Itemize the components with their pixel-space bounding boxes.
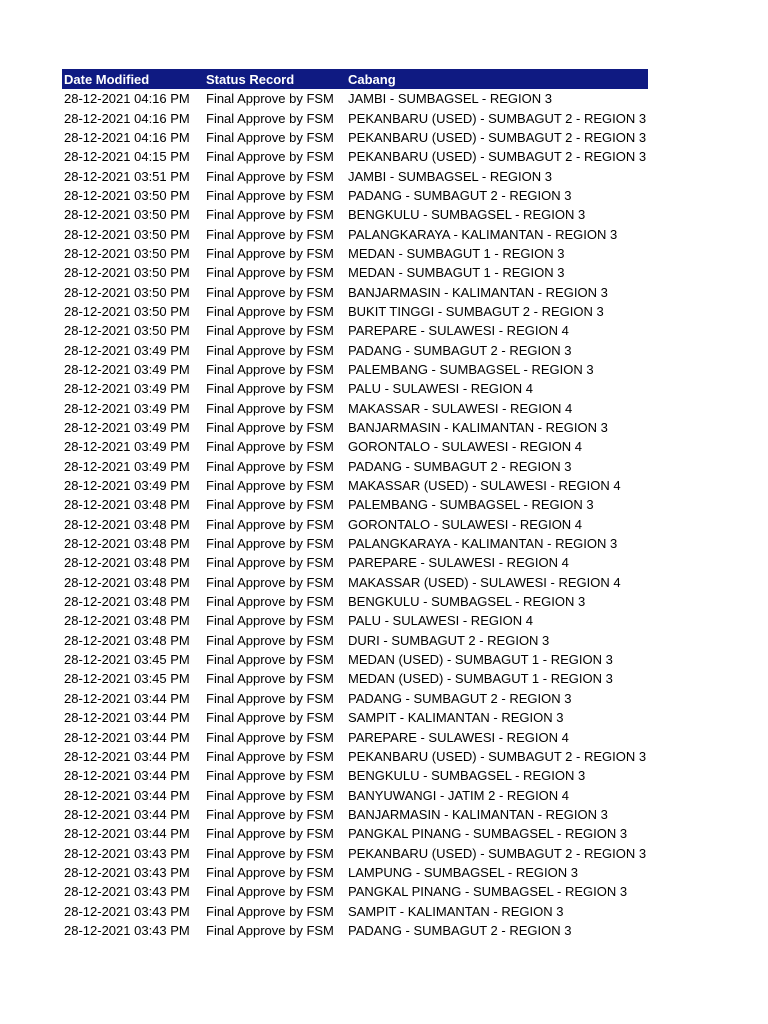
table-row[interactable] [62, 224, 648, 243]
cell-status-record[interactable]: Final Approve by FSM [206, 690, 334, 706]
cell-date-modified[interactable]: 28-12-2021 03:48 PM [64, 497, 190, 513]
cell-cabang[interactable]: MEDAN (USED) - SUMBAGUT 1 - REGION 3 [348, 671, 613, 687]
header-status-record[interactable]: Status Record [206, 71, 295, 87]
cell-date-modified[interactable]: 28-12-2021 03:49 PM [64, 361, 190, 377]
cell-date-modified[interactable]: 28-12-2021 03:44 PM [64, 768, 190, 784]
cell-date-modified[interactable]: 28-12-2021 04:16 PM [64, 110, 190, 126]
table-row[interactable] [62, 921, 648, 940]
table-row[interactable] [62, 379, 648, 398]
cell-cabang[interactable]: PEKANBARU (USED) - SUMBAGUT 2 - REGION 3 [348, 845, 647, 861]
table-row[interactable] [62, 592, 648, 611]
table-row[interactable] [62, 766, 648, 785]
cell-status-record[interactable]: Final Approve by FSM [206, 400, 334, 416]
table-header-row [62, 69, 648, 89]
table-row[interactable] [62, 321, 648, 340]
cell-status-record[interactable]: Final Approve by FSM [206, 265, 334, 281]
cell-date-modified[interactable]: 28-12-2021 03:43 PM [64, 884, 190, 900]
table-row[interactable] [62, 573, 648, 592]
cell-date-modified[interactable]: 28-12-2021 03:50 PM [64, 323, 190, 339]
table-row[interactable] [62, 553, 648, 572]
table-row[interactable] [62, 302, 648, 321]
table-row[interactable] [62, 108, 648, 127]
table-row[interactable] [62, 708, 648, 727]
cell-cabang[interactable]: DURI - SUMBAGUT 2 - REGION 3 [348, 632, 550, 648]
cell-cabang[interactable]: MEDAN - SUMBAGUT 1 - REGION 3 [348, 265, 565, 281]
cell-status-record[interactable]: Final Approve by FSM [206, 613, 334, 629]
cell-cabang[interactable]: GORONTALO - SULAWESI - REGION 4 [348, 516, 583, 532]
header-cabang[interactable]: Cabang [348, 71, 396, 87]
cell-date-modified[interactable]: 28-12-2021 03:44 PM [64, 729, 190, 745]
cell-cabang[interactable]: PANGKAL PINANG - SUMBAGSEL - REGION 3 [348, 884, 628, 900]
cell-date-modified[interactable]: 28-12-2021 03:43 PM [64, 922, 190, 938]
cell-cabang[interactable]: PEKANBARU (USED) - SUMBAGUT 2 - REGION 3 [348, 129, 647, 145]
cell-cabang[interactable]: BANJARMASIN - KALIMANTAN - REGION 3 [348, 806, 608, 822]
cell-status-record[interactable]: Final Approve by FSM [206, 497, 334, 513]
cell-date-modified[interactable]: 28-12-2021 04:16 PM [64, 129, 190, 145]
cell-date-modified[interactable]: 28-12-2021 03:48 PM [64, 632, 190, 648]
cell-cabang[interactable]: PEKANBARU (USED) - SUMBAGUT 2 - REGION 3 [348, 149, 647, 165]
cell-cabang[interactable]: JAMBI - SUMBAGSEL - REGION 3 [348, 91, 552, 107]
cell-cabang[interactable]: BENGKULU - SUMBAGSEL - REGION 3 [348, 768, 586, 784]
table-row[interactable] [62, 611, 648, 630]
cell-status-record[interactable]: Final Approve by FSM [206, 729, 334, 745]
cell-cabang[interactable]: PADANG - SUMBAGUT 2 - REGION 3 [348, 187, 572, 203]
cell-cabang[interactable]: PALANGKARAYA - KALIMANTAN - REGION 3 [348, 536, 618, 552]
table-row[interactable] [62, 882, 648, 901]
cell-cabang[interactable]: BUKIT TINGGI - SUMBAGUT 2 - REGION 3 [348, 303, 604, 319]
cell-status-record[interactable]: Final Approve by FSM [206, 458, 334, 474]
table-row[interactable] [62, 244, 648, 263]
cell-cabang[interactable]: MEDAN (USED) - SUMBAGUT 1 - REGION 3 [348, 652, 613, 668]
cell-date-modified[interactable]: 28-12-2021 03:45 PM [64, 652, 190, 668]
table-row[interactable] [62, 147, 648, 166]
table-row[interactable] [62, 495, 648, 514]
cell-cabang[interactable]: BENGKULU - SUMBAGSEL - REGION 3 [348, 594, 586, 610]
cell-date-modified[interactable]: 28-12-2021 04:16 PM [64, 91, 190, 107]
cell-date-modified[interactable]: 28-12-2021 04:15 PM [64, 149, 190, 165]
cell-date-modified[interactable]: 28-12-2021 03:44 PM [64, 690, 190, 706]
header-date-modified[interactable]: Date Modified [64, 71, 150, 87]
cell-date-modified[interactable]: 28-12-2021 03:48 PM [64, 516, 190, 532]
cell-status-record[interactable]: Final Approve by FSM [206, 420, 334, 436]
spreadsheet-table [62, 69, 648, 940]
cell-status-record[interactable]: Final Approve by FSM [206, 361, 334, 377]
cell-date-modified[interactable]: 28-12-2021 03:44 PM [64, 806, 190, 822]
cell-status-record[interactable]: Final Approve by FSM [206, 922, 334, 938]
table-row[interactable] [62, 186, 648, 205]
cell-date-modified[interactable]: 28-12-2021 03:48 PM [64, 574, 190, 590]
cell-status-record[interactable]: Final Approve by FSM [206, 884, 334, 900]
cell-date-modified[interactable]: 28-12-2021 03:43 PM [64, 845, 190, 861]
cell-cabang[interactable]: PADANG - SUMBAGUT 2 - REGION 3 [348, 690, 572, 706]
table-row[interactable] [62, 457, 648, 476]
cell-cabang[interactable]: PADANG - SUMBAGUT 2 - REGION 3 [348, 342, 572, 358]
cell-status-record[interactable]: Final Approve by FSM [206, 748, 334, 764]
table-row[interactable] [62, 631, 648, 650]
table-row[interactable] [62, 689, 648, 708]
cell-status-record[interactable]: Final Approve by FSM [206, 439, 334, 455]
cell-status-record[interactable]: Final Approve by FSM [206, 768, 334, 784]
table-body [62, 89, 648, 940]
cell-status-record[interactable]: Final Approve by FSM [206, 806, 334, 822]
cell-date-modified[interactable]: 28-12-2021 03:44 PM [64, 710, 190, 726]
cell-date-modified[interactable]: 28-12-2021 03:49 PM [64, 400, 190, 416]
cell-status-record[interactable]: Final Approve by FSM [206, 323, 334, 339]
cell-date-modified[interactable]: 28-12-2021 03:49 PM [64, 478, 190, 494]
cell-cabang[interactable]: PAREPARE - SULAWESI - REGION 4 [348, 323, 569, 339]
table-row[interactable] [62, 669, 648, 688]
table-row[interactable] [62, 863, 648, 882]
table-row[interactable] [62, 805, 648, 824]
cell-cabang[interactable]: JAMBI - SUMBAGSEL - REGION 3 [348, 168, 552, 184]
cell-date-modified[interactable]: 28-12-2021 03:49 PM [64, 458, 190, 474]
cell-date-modified[interactable]: 28-12-2021 03:49 PM [64, 342, 190, 358]
cell-cabang[interactable]: MAKASSAR (USED) - SULAWESI - REGION 4 [348, 478, 621, 494]
cell-cabang[interactable]: SAMPIT - KALIMANTAN - REGION 3 [348, 710, 564, 726]
table-row[interactable] [62, 437, 648, 456]
cell-status-record[interactable]: Final Approve by FSM [206, 555, 334, 571]
cell-status-record[interactable]: Final Approve by FSM [206, 226, 334, 242]
cell-cabang[interactable]: PALU - SULAWESI - REGION 4 [348, 381, 533, 397]
cell-date-modified[interactable]: 28-12-2021 03:44 PM [64, 787, 190, 803]
cell-status-record[interactable]: Final Approve by FSM [206, 207, 334, 223]
cell-date-modified[interactable]: 28-12-2021 03:45 PM [64, 671, 190, 687]
cell-status-record[interactable]: Final Approve by FSM [206, 903, 334, 919]
cell-status-record[interactable]: Final Approve by FSM [206, 574, 334, 590]
cell-status-record[interactable]: Final Approve by FSM [206, 284, 334, 300]
table-row[interactable] [62, 824, 648, 843]
cell-date-modified[interactable]: 28-12-2021 03:48 PM [64, 536, 190, 552]
cell-status-record[interactable]: Final Approve by FSM [206, 652, 334, 668]
cell-status-record[interactable]: Final Approve by FSM [206, 187, 334, 203]
cell-cabang[interactable]: BENGKULU - SUMBAGSEL - REGION 3 [348, 207, 586, 223]
cell-status-record[interactable]: Final Approve by FSM [206, 91, 334, 107]
cell-status-record[interactable]: Final Approve by FSM [206, 381, 334, 397]
cell-status-record[interactable]: Final Approve by FSM [206, 478, 334, 494]
cell-status-record[interactable]: Final Approve by FSM [206, 536, 334, 552]
cell-status-record[interactable]: Final Approve by FSM [206, 632, 334, 648]
cell-cabang[interactable]: SAMPIT - KALIMANTAN - REGION 3 [348, 903, 564, 919]
table-row[interactable] [62, 534, 648, 553]
cell-cabang[interactable]: LAMPUNG - SUMBAGSEL - REGION 3 [348, 864, 578, 880]
cell-cabang[interactable]: PADANG - SUMBAGUT 2 - REGION 3 [348, 458, 572, 474]
cell-date-modified[interactable]: 28-12-2021 03:50 PM [64, 284, 190, 300]
cell-status-record[interactable]: Final Approve by FSM [206, 710, 334, 726]
cell-date-modified[interactable]: 28-12-2021 03:49 PM [64, 420, 190, 436]
cell-status-record[interactable]: Final Approve by FSM [206, 826, 334, 842]
cell-date-modified[interactable]: 28-12-2021 03:51 PM [64, 168, 190, 184]
cell-status-record[interactable]: Final Approve by FSM [206, 168, 334, 184]
table-row[interactable] [62, 166, 648, 185]
cell-date-modified[interactable]: 28-12-2021 03:43 PM [64, 903, 190, 919]
cell-cabang[interactable]: PALANGKARAYA - KALIMANTAN - REGION 3 [348, 226, 618, 242]
table-row[interactable] [62, 901, 648, 920]
cell-cabang[interactable]: MAKASSAR (USED) - SULAWESI - REGION 4 [348, 574, 621, 590]
cell-cabang[interactable]: PAREPARE - SULAWESI - REGION 4 [348, 555, 569, 571]
cell-date-modified[interactable]: 28-12-2021 03:50 PM [64, 265, 190, 281]
cell-status-record[interactable]: Final Approve by FSM [206, 110, 334, 126]
table-row[interactable] [62, 263, 648, 282]
cell-cabang[interactable]: PALU - SULAWESI - REGION 4 [348, 613, 533, 629]
table-row[interactable] [62, 515, 648, 534]
cell-cabang[interactable]: PANGKAL PINANG - SUMBAGSEL - REGION 3 [348, 826, 628, 842]
cell-status-record[interactable]: Final Approve by FSM [206, 303, 334, 319]
cell-date-modified[interactable]: 28-12-2021 03:43 PM [64, 864, 190, 880]
cell-cabang[interactable]: MAKASSAR - SULAWESI - REGION 4 [348, 400, 573, 416]
cell-status-record[interactable]: Final Approve by FSM [206, 149, 334, 165]
cell-status-record[interactable]: Final Approve by FSM [206, 342, 334, 358]
table-row[interactable] [62, 650, 648, 669]
cell-date-modified[interactable]: 28-12-2021 03:44 PM [64, 748, 190, 764]
table-row[interactable] [62, 89, 648, 108]
cell-date-modified[interactable]: 28-12-2021 03:48 PM [64, 594, 190, 610]
cell-cabang[interactable]: PALEMBANG - SUMBAGSEL - REGION 3 [348, 361, 594, 377]
cell-cabang[interactable]: BANJARMASIN - KALIMANTAN - REGION 3 [348, 284, 608, 300]
cell-date-modified[interactable]: 28-12-2021 03:50 PM [64, 187, 190, 203]
cell-cabang[interactable]: BANJARMASIN - KALIMANTAN - REGION 3 [348, 420, 608, 436]
table-row[interactable] [62, 205, 648, 224]
cell-date-modified[interactable]: 28-12-2021 03:50 PM [64, 226, 190, 242]
cell-cabang[interactable]: PEKANBARU (USED) - SUMBAGUT 2 - REGION 3 [348, 110, 647, 126]
table-row[interactable] [62, 843, 648, 862]
cell-cabang[interactable]: PEKANBARU (USED) - SUMBAGUT 2 - REGION 3 [348, 748, 647, 764]
cell-cabang[interactable]: GORONTALO - SULAWESI - REGION 4 [348, 439, 583, 455]
table-row[interactable] [62, 399, 648, 418]
cell-status-record[interactable]: Final Approve by FSM [206, 671, 334, 687]
table-row[interactable] [62, 747, 648, 766]
cell-status-record[interactable]: Final Approve by FSM [206, 864, 334, 880]
cell-date-modified[interactable]: 28-12-2021 03:49 PM [64, 439, 190, 455]
cell-status-record[interactable]: Final Approve by FSM [206, 594, 334, 610]
cell-date-modified[interactable]: 28-12-2021 03:44 PM [64, 826, 190, 842]
cell-date-modified[interactable]: 28-12-2021 03:50 PM [64, 303, 190, 319]
cell-date-modified[interactable]: 28-12-2021 03:48 PM [64, 555, 190, 571]
cell-status-record[interactable]: Final Approve by FSM [206, 787, 334, 803]
table-row[interactable] [62, 785, 648, 804]
cell-date-modified[interactable]: 28-12-2021 03:48 PM [64, 613, 190, 629]
cell-status-record[interactable]: Final Approve by FSM [206, 245, 334, 261]
cell-status-record[interactable]: Final Approve by FSM [206, 845, 334, 861]
cell-date-modified[interactable]: 28-12-2021 03:50 PM [64, 207, 190, 223]
cell-date-modified[interactable]: 28-12-2021 03:50 PM [64, 245, 190, 261]
cell-status-record[interactable]: Final Approve by FSM [206, 516, 334, 532]
table-row[interactable] [62, 360, 648, 379]
cell-cabang[interactable]: PALEMBANG - SUMBAGSEL - REGION 3 [348, 497, 594, 513]
cell-cabang[interactable]: PAREPARE - SULAWESI - REGION 4 [348, 729, 569, 745]
table-row[interactable] [62, 340, 648, 359]
table-row[interactable] [62, 128, 648, 147]
cell-cabang[interactable]: BANYUWANGI - JATIM 2 - REGION 4 [348, 787, 570, 803]
table-row[interactable] [62, 476, 648, 495]
cell-cabang[interactable]: PADANG - SUMBAGUT 2 - REGION 3 [348, 922, 572, 938]
table-row[interactable] [62, 418, 648, 437]
cell-date-modified[interactable]: 28-12-2021 03:49 PM [64, 381, 190, 397]
table-row[interactable] [62, 282, 648, 301]
cell-status-record[interactable]: Final Approve by FSM [206, 129, 334, 145]
table-row[interactable] [62, 727, 648, 746]
cell-cabang[interactable]: MEDAN - SUMBAGUT 1 - REGION 3 [348, 245, 565, 261]
